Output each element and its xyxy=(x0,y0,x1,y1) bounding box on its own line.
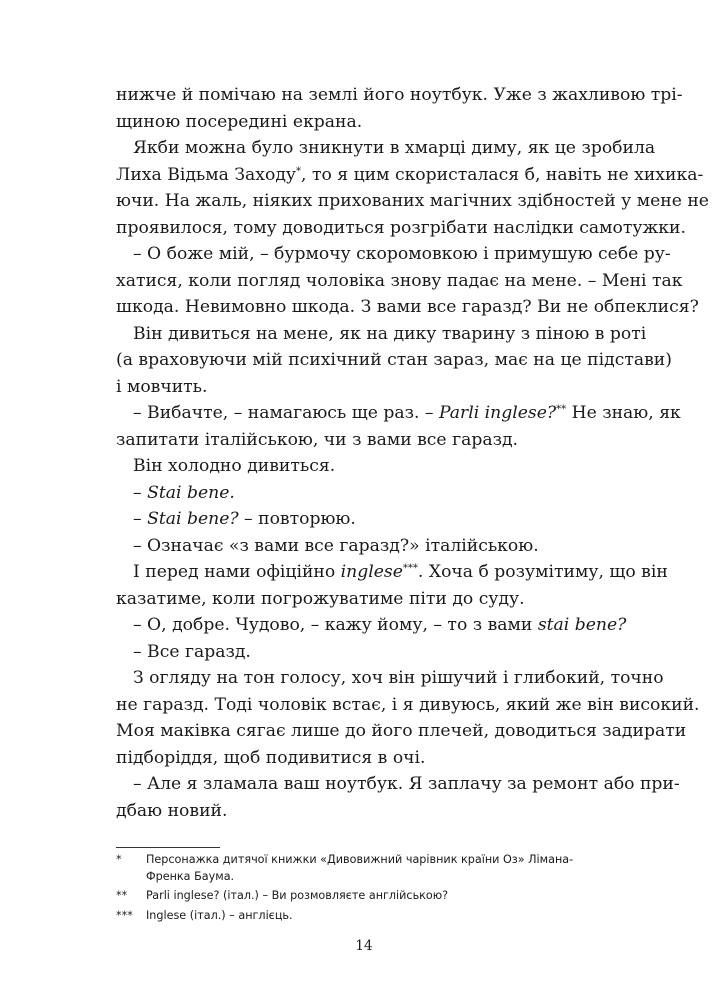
footnote xyxy=(116,907,613,924)
footnote-mark: *** xyxy=(402,563,418,574)
text-line: – Вибачте, – намагаюсь ще раз. – Parli inglese?** Не знаю, як xyxy=(133,403,681,423)
text-line: – О, добре. Чудово, – кажу йому, – то з вами stai bene? xyxy=(133,615,627,635)
text-line: І перед нами офіційно inglese***. Хоча б розумітиму, що він xyxy=(133,562,668,582)
footnote-text: Inglese (італ.) – англієць. xyxy=(146,908,293,922)
text-line: не гаразд. Тоді чоловік встає, і я дивуюсь, який же він високий. xyxy=(116,694,700,715)
footnote-marker: *** xyxy=(116,908,133,922)
text-line: – О боже мій, – бурмочу скоромовкою і примушую себе ру- xyxy=(133,244,671,264)
text-line: – Означає «з вами все гаразд?» італійською. xyxy=(133,535,539,556)
footnote-mark: * xyxy=(296,165,302,177)
text-line: підборіддя, щоб подивитися в очі. xyxy=(116,747,426,768)
text-line: – Stai bene? – повторюю. xyxy=(133,509,356,529)
text-line: Він дивиться на мене, як на дику тварину з піною в роті xyxy=(133,323,647,344)
footnote-marker: ** xyxy=(116,889,128,903)
page-body xyxy=(116,82,709,824)
footnote-mark: ** xyxy=(556,404,567,415)
text-line: запитати італійською, чи з вами все гаразд. xyxy=(116,429,518,450)
text-line: хатися, коли погляд чоловіка знову падає на мене. – Мені так xyxy=(116,270,683,291)
footnote-marker: * xyxy=(116,853,122,866)
footnote-divider xyxy=(116,847,220,848)
text-line: щиною посередині екрана. xyxy=(116,111,363,132)
page-number: 14 xyxy=(355,938,373,954)
text-line: нижче й помічаю на землі його ноутбук. Уже з жахливою трі- xyxy=(116,85,683,105)
text-line: дбаю новий. xyxy=(116,800,228,821)
text-line: – Але я зламала ваш ноутбук. Я заплачу за ремонт або при- xyxy=(133,774,680,794)
text-line: і мовчить. xyxy=(116,376,208,397)
text-line: Якби можна було зникнути в хмарці диму, як це зробила xyxy=(133,138,656,158)
footnote-text: Parli inglese? (італ.) – Ви розмовляєте англійською? xyxy=(146,889,449,903)
text-line: Лиха Відьма Заходу*, то я цим скористалася б, навіть не хихика- xyxy=(116,164,704,185)
text-line: Він холодно дивиться. xyxy=(133,456,336,476)
text-line: З огляду на тон голосу, хоч він рішучий і глибокий, точно xyxy=(133,668,664,688)
text-line: шкода. Невимовно шкода. З вами все гаразд? Ви не обпеклися? xyxy=(116,297,699,317)
footnote xyxy=(116,851,613,885)
text-line: проявилося, тому доводиться розгрібати наслідки самотужки. xyxy=(116,217,686,238)
text-line: – Stai bene. xyxy=(133,482,235,503)
footnote-text: Персонажка дитячої книжки «Дивовижний чарівник країни Оз» Лімана-Френка Баума. xyxy=(146,853,574,884)
text-line: казатиме, коли погрожуватиме піти до суду. xyxy=(116,588,525,609)
text-line: – Все гаразд. xyxy=(133,641,251,662)
text-line: ючи. На жаль, ніяких прихованих магічних здібностей у мене не xyxy=(116,191,709,211)
text-line: (а враховуючи мій психічний стан зараз, має на це підстави) xyxy=(116,350,672,370)
text-line: Моя маківка сягає лише до його плечей, доводиться задирати xyxy=(116,721,687,741)
footnote xyxy=(116,887,613,904)
footnotes xyxy=(116,851,613,926)
